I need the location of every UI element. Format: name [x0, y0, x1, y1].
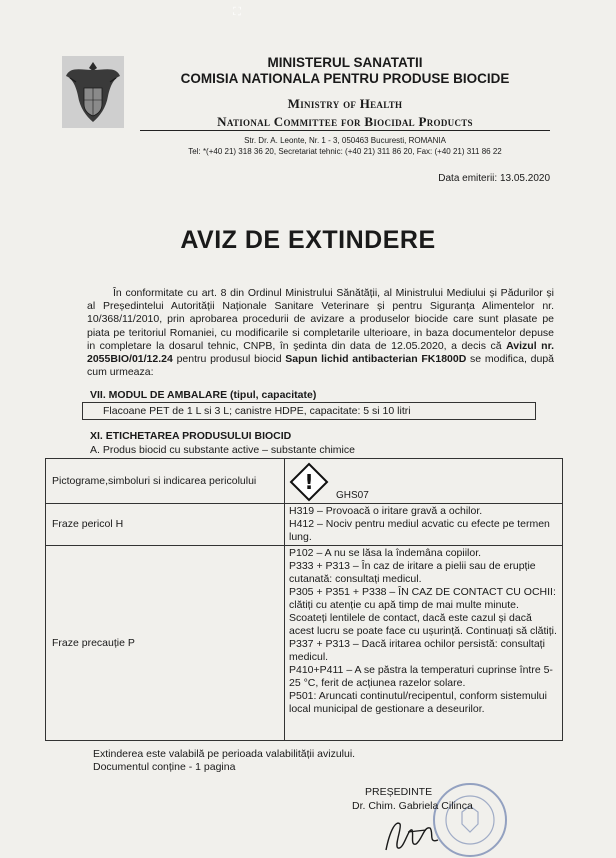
exclamation-hazard-icon [289, 462, 329, 502]
hazard-phrase-h319: H319 – Provoacă o iritare gravă a ochilor. [289, 505, 483, 517]
table-column-divider [284, 459, 285, 740]
page-count-note: Documentul conține - 1 pagina [93, 761, 236, 773]
table-row-divider [46, 545, 562, 546]
header-divider [140, 130, 550, 131]
signatory-role: PREȘEDINTE [365, 786, 433, 798]
contact-line: Tel: *(+40 21) 318 36 20, Secretariat tehnic: (+40 21) 311 86 20, Fax: (+40 21) 311 86 22 [188, 147, 502, 156]
intro-text-after: se modifica, după cum urmeaza: [87, 353, 555, 379]
ghs-code: GHS07 [336, 490, 369, 501]
packaging-box [82, 402, 536, 420]
validity-note: Extinderea este valabilă pe perioada valabilității avizului. [93, 748, 356, 760]
ministry-name-ro: MINISTERUL SANATATII [267, 55, 423, 70]
expand-icon[interactable]: ⛶ [233, 6, 241, 18]
ghs-symbol: ! [304, 470, 314, 494]
intro-text-middle: pentru produsul biocid [172, 353, 286, 366]
table-row-divider [46, 503, 562, 504]
aviz-number: Avizul nr. 2055BIO/01/12.24 [87, 339, 554, 366]
commission-name-en: National Committee for Biocidal Products [217, 114, 473, 129]
pictogram-label: Pictograme,simboluri si indicarea pericolului [52, 475, 257, 487]
handwritten-signature-icon [378, 810, 448, 858]
precaution-phrase-p410: P410+P411 – A se păstra la temperaturi cuprinse între 5-25 °C, ferit de acțiunea razelor solare. [289, 664, 553, 689]
intro-paragraph [87, 287, 554, 379]
product-name: Sapun lichid antibacterian FK1800D [285, 353, 467, 366]
signatory-name: Dr. Chim. Gabriela Cilinca [352, 800, 473, 812]
intro-text-before: În conformitate cu art. 8 din Ordinul Ministrului Sănătății, al Ministrului Mediului și Pădurilor și al Președintelui Autorității Naționale Sanitare Veterinare și pentru Siguranța Alimentelor nr. 10/368/11/2010, prin aprobarea procedurii de avizare a produselor biocide care sunt plasate pe piata pe teritoriul Romaniei, cu modificarile si completarile ulterioare, in baza documentelor depuse in completare la dosarul tehnic, CNPB, în şedinta din data de 12.05.2020, a decis că [87, 287, 554, 352]
precaution-phrases-label: Fraze precauție P [52, 637, 135, 649]
precaution-phrase-p501: P501: Aruncati continutul/recipentul, conform sistemului local municipal de gestionare a deseurilor. [289, 690, 547, 715]
commission-name-ro: COMISIA NATIONALA PENTRU PRODUSE BIOCIDE [180, 71, 510, 86]
document-title: AVIZ DE EXTINDERE [180, 226, 436, 254]
packaging-text: Flacoane PET de 1 L si 3 L; canistre HDPE, capacitate: 5 si 10 litri [103, 405, 411, 417]
section-11-subheading: A. Produs biocid cu substante active – substante chimice [90, 444, 355, 456]
address-line: Str. Dr. A. Leonte, Nr. 1 - 3, 050463 Bucuresti, ROMANIA [244, 136, 446, 145]
ministry-name-en: Ministry of Health [287, 96, 403, 111]
hazard-phrases-label: Fraze pericol H [52, 518, 124, 530]
labelling-table [45, 458, 563, 741]
hazard-phrases [289, 505, 557, 544]
precaution-phrase-p305: P305 + P351 + P338 – ÎN CAZ DE CONTACT CU OCHII: clătiți cu atenție cu apă timp de mai multe minute. Scoateți lentilele de contact, dacă este cazul și dacă acest lucru se poate face cu ușurință. Continuați să clătiți. [289, 586, 557, 637]
precaution-phrase-p337: P337 + P313 – Dacă iritarea ochilor persistă: consultați medicul. [289, 638, 545, 663]
section-11-heading: XI. ETICHETAREA PRODUSULUI BIOCID [90, 430, 292, 442]
precaution-phrases [289, 547, 557, 716]
section-7-heading: VII. MODUL DE AMBALARE (tipul, capacitate) [90, 389, 317, 401]
romanian-coat-of-arms-icon [62, 56, 124, 128]
issue-date: Data emiterii: 13.05.2020 [438, 173, 550, 184]
hazard-phrase-h412: H412 – Nociv pentru mediul acvatic cu efecte pe termen lung. [289, 518, 550, 543]
precaution-phrase-p333: P333 + P313 – În caz de iritare a pielii sau de erupție cutanată: consultați medicul. [289, 560, 536, 585]
precaution-phrase-p102: P102 – A nu se lăsa la îndemâna copiilor. [289, 547, 482, 559]
